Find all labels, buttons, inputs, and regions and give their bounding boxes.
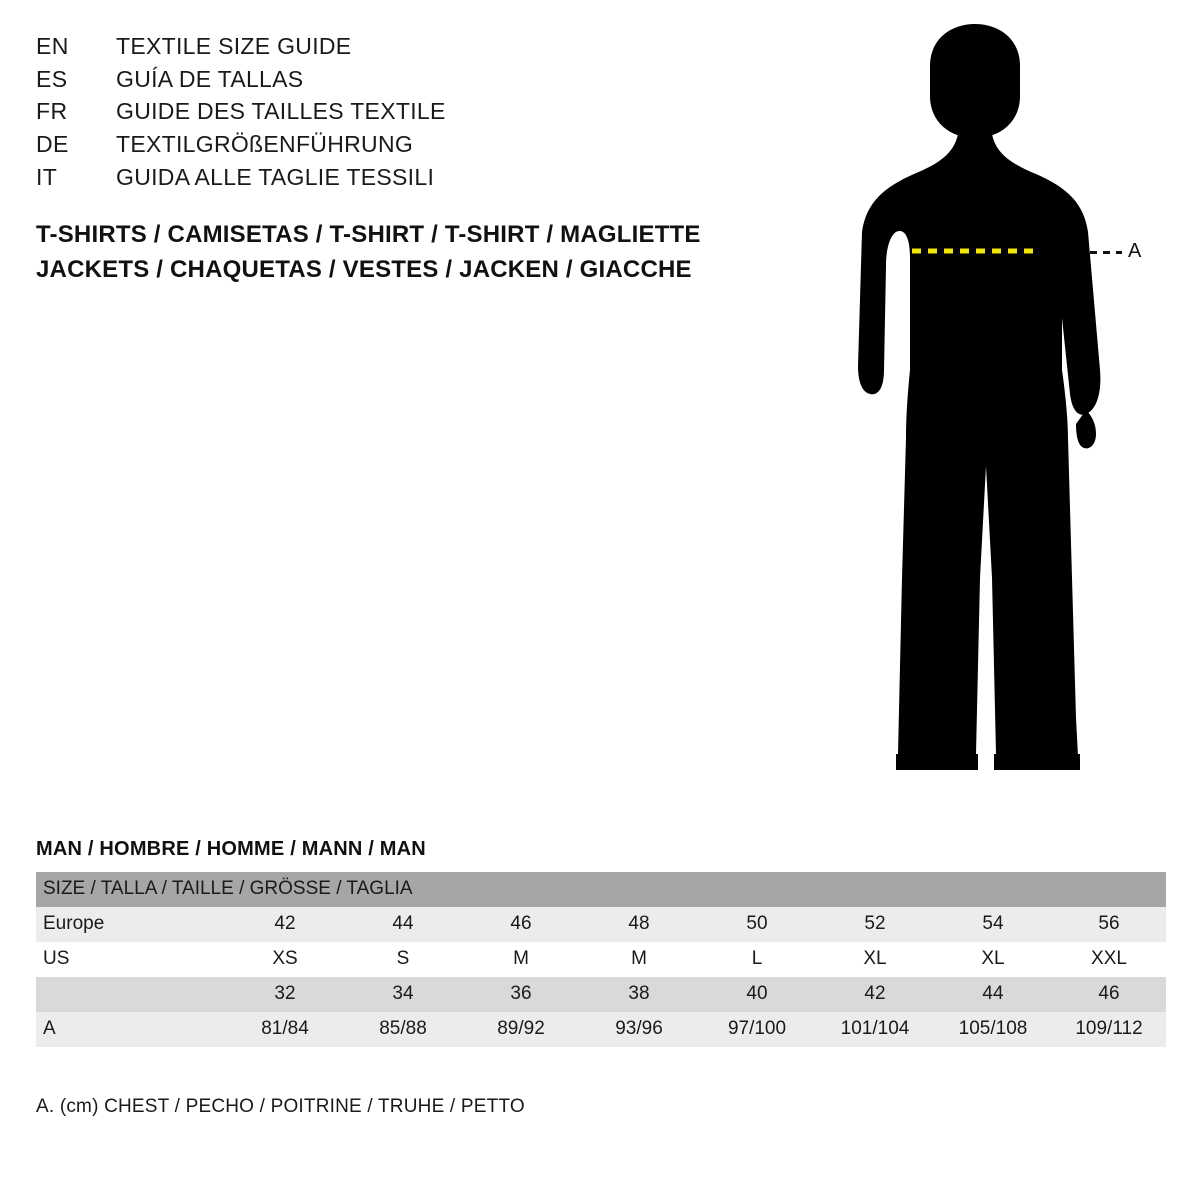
language-title: TEXTILGRÖßENFÜHRUNG — [116, 130, 414, 157]
table-cell: XL — [816, 942, 934, 977]
table-header-row — [36, 872, 1166, 907]
male-silhouette-icon — [800, 18, 1180, 788]
garment-category-block — [36, 218, 796, 288]
table-cell: XXL — [1052, 942, 1166, 977]
language-row — [36, 95, 756, 128]
table-cell: XS — [226, 942, 344, 977]
language-code: DE — [36, 130, 69, 157]
table-cell: S — [344, 942, 462, 977]
language-title: TEXTILE SIZE GUIDE — [116, 33, 352, 59]
measure-leader-dashes — [1090, 251, 1122, 254]
size-table — [36, 872, 1166, 1047]
footnote-chest-measurement: A. (cm) CHEST / PECHO / POITRINE / TRUHE / PETTO — [36, 1096, 525, 1117]
table-cell: 85/88 — [344, 1012, 462, 1047]
table-cell: 50 — [698, 907, 816, 942]
language-code: IT — [36, 163, 58, 190]
table-cell: 40 — [698, 977, 816, 1012]
table-cell: 54 — [934, 907, 1052, 942]
table-cell: 97/100 — [698, 1012, 816, 1047]
table-cell: 105/108 — [934, 1012, 1052, 1047]
table-cell: 52 — [816, 907, 934, 942]
table-cell: 46 — [462, 907, 580, 942]
table-cell: 34 — [344, 977, 462, 1012]
size-table-section — [36, 838, 1166, 1047]
table-cell: 42 — [816, 977, 934, 1012]
table-cell: 101/104 — [816, 1012, 934, 1047]
table-cell: 89/92 — [462, 1012, 580, 1047]
table-group-title: MAN / HOMBRE / HOMME / MANN / MAN — [36, 838, 426, 860]
measure-label-a: A — [1128, 240, 1142, 262]
language-row — [36, 128, 756, 161]
table-cell: M — [462, 942, 580, 977]
row-label: US — [36, 942, 226, 977]
language-row — [36, 161, 756, 194]
measurement-figure — [800, 18, 1180, 788]
language-code: ES — [36, 65, 68, 92]
table-cell: XL — [934, 942, 1052, 977]
table-cell: 109/112 — [1052, 1012, 1166, 1047]
table-cell: 38 — [580, 977, 698, 1012]
table-row — [36, 977, 1166, 1012]
row-label: A — [36, 1012, 226, 1047]
table-cell: M — [580, 942, 698, 977]
table-row — [36, 907, 1166, 942]
row-label — [36, 977, 226, 1012]
table-cell: 36 — [462, 977, 580, 1012]
category-line-tshirts: T-SHIRTS / CAMISETAS / T-SHIRT / T-SHIRT / MAGLIETTE — [36, 221, 701, 248]
language-title: GUIDA ALLE TAGLIE TESSILI — [116, 163, 435, 190]
row-label: Europe — [36, 907, 226, 942]
language-title-list — [36, 30, 756, 193]
language-row — [36, 63, 756, 96]
table-cell: 48 — [580, 907, 698, 942]
table-cell: 46 — [1052, 977, 1166, 1012]
table-cell: L — [698, 942, 816, 977]
language-title: GUÍA DE TALLAS — [116, 65, 304, 92]
table-cell: 32 — [226, 977, 344, 1012]
table-cell: 56 — [1052, 907, 1166, 942]
table-cell: 44 — [344, 907, 462, 942]
language-code: EN — [36, 33, 69, 59]
language-title: GUIDE DES TAILLES TEXTILE — [116, 98, 446, 125]
table-cell: 42 — [226, 907, 344, 942]
language-code: FR — [36, 98, 68, 125]
table-cell: 93/96 — [580, 1012, 698, 1047]
table-row — [36, 1012, 1166, 1047]
table-row — [36, 942, 1166, 977]
language-row — [36, 30, 756, 63]
table-header-label: SIZE / TALLA / TAILLE / GRÖSSE / TAGLIA — [36, 872, 1166, 907]
table-cell: 44 — [934, 977, 1052, 1012]
table-cell: 81/84 — [226, 1012, 344, 1047]
category-line-jackets: JACKETS / CHAQUETAS / VESTES / JACKEN / GIACCHE — [36, 255, 692, 283]
